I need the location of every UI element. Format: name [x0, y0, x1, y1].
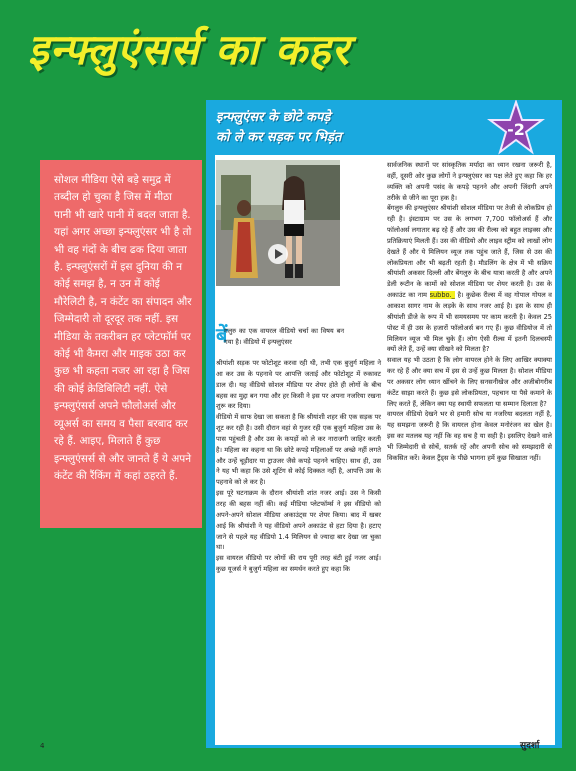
paragraph: सवाल यह भी उठता है कि लोग वायरल होने के लिए आखिर क्याक्या कर रहे हैं और क्या सच में इस से उन्हें कुछ मिलता है। सोशल मीडिया पर अकसर लोग ध्यान खींचने के लिए सनसनीखेज और अजीबोगरीब कंटेंट साझा करते हैं। कुछ इसे लोकप्रियता, पहचान या पैसे कमाने के लिए करते हैं, लेकिन क्या यह स्थायी सफलता या सम्मान दिलाता है?: [387, 356, 552, 408]
paragraph: श्रीयांशी सड़क पर फोटोशूट करवा रही थी, तभी एक बुजुर्ग महिला ने आ कर उस के पहनावे पर आपत्ति जताई और फोटोशूट में रुकावट डाल दी। यह वीडियो सोशल मीडिया पर शेयर होते ही लोगों के बीच बहस का मुद्दा बन गया और हर किसी ने इस पर अपना नजरिया रखना शुरू कर दिया।: [216, 359, 381, 411]
paragraph-text: बेंगलुरु की इन्फ्लुएंसर श्रीयांशी सोशल मीडिया पर तेजी से लोकप्रिय हो रही है। इंस्टाग्राम पर उस के लगभग 7,700 फॉलोअर्स हैं और फॉलोअर्स लगातार बढ़ रहे हैं और उस की रील्स को बहुत लाइक्स और प्रतिक्रियाएं मिलती हैं। उस की वीडियो और लाइव स्ट्रीम को लाखों लोग देखते हैं और ये मिलियन व्यूज तक पहुंच जाते हैं, जिस से उस की लोकप्रियता और भी बढ़ती रहती है। मौडलिंग के क्षेत्र में भी सक्रिय श्रीयांशी अकसर दिल्ली और बेंगलुरु के बीच यात्रा करती है और अपने डेली रूटीन के कामों को सोशल मीडिया पर शेयर करती है। उस के अकाउंट का नाम: [387, 204, 552, 300]
paragraph: इस पूरे घटनाक्रम के दौरान श्रीयांशी शांत नजर आई। उस ने किसी तरह की बहस नहीं की। कई मीडिया प्लेटफॉर्म्स ने इस वीडियो को अपने-अपने सोशल मीडिया अकाउंट्स पर शेयर किया। बाद में खबर आई कि श्रीयांशी ने यह वीडियो अपने अकाउंट से हटा दिया है। हटाए जाने से पहले यह वीडियो 1.4 मिलियन से ज्यादा बार देखा जा चुका था।: [216, 489, 381, 552]
article-intro: [216, 323, 344, 362]
article-column-left: [216, 358, 381, 743]
article-subtitle-line-1: इन्फ्लुएंसर के छोटे कपड़े: [216, 110, 331, 125]
page-number: 4: [40, 742, 45, 750]
paragraph: सार्वजनिक स्थानों पर सांस्कृतिक मर्यादा का ध्यान रखना जरूरी है, वहीं, दूसरी ओर कुछ लोगों ने इन्फ्लुएंसर का पक्ष लेते हुए कहा कि हर व्यक्ति को अपनी पसंद के कपड़े पहनने और अपनी जिंदगी अपने तरीके से जीने का पूरा हक है।: [387, 161, 552, 202]
paragraph-text: है। कुछेक रील्स में वह गोपाल गोयल व आकाश सागर नाम के लड़के के साथ नजर आई है। इस के साथ ही श्रीयांशी डीजे के रूप में भी समयसमय पर काम करती है। केवल 25 पोस्ट में ही उस के हजारों फॉलोअर्स बन गए हैं। कुछ वीडियोज में तो मिलियन व्यूज भी मिल चुके हैं। लोग ऐसी रील्स में इतनी दिलचस्पी क्यों लेते हैं, उन्हें क्या सीखने को मिलता है?: [387, 291, 552, 354]
paragraph-with-handle: [387, 203, 552, 355]
article-number-badge: [487, 100, 545, 158]
sidebar-intro: [40, 160, 202, 528]
magazine-name: सुदर्शा: [520, 741, 540, 751]
page-title: इन्फ्लुएंसर्स का कहर: [28, 25, 350, 74]
intro-paragraph: गलुरु का एक वायरल वीडियो चर्चा का विषय बन गया है। वीडियो में इन्फ्लुएंसर: [224, 327, 344, 346]
paragraph: वायरल वीडियो देखने भर से हमारी सोच या नजरिया बदलता नहीं है, यह समझना जरूरी है कि वायरल होना केवल मनोरंजन का खेल है। इस का मतलब यह नहीं कि वह सच है या सही है। इसलिए देखने वाले भी जिम्मेदारी से सोचें, सतर्क रहें और अपनी सोच को समझदारी से विकसित करें। केवल ट्रैंड्स के पीछे भागना हमें कुछ सिखाता नहीं।: [387, 410, 552, 462]
paragraph: वीडियो में साफ देखा जा सकता है कि श्रीयांशी शहर की एक सड़क पर शूट कर रही है। उसी दौरान वहां से गुजर रही एक बुजुर्ग महिला उस के पास पहुंचती है और उस के कपड़ों को ले कर नाराजगी जाहिर करती है। महिला का कहना था कि छोटे कपड़े महिलाओं पर अच्छे नहीं लगते और उन्हें चूड़ीदार या ट्राउजर जैसे कपड़े पहनने चाहिए। साथ ही, उस ने यह भी कहा कि उसे शूटिंग से कोई दिक्कत नहीं है, आपत्ति उस के पहनावे को ले कर है।: [216, 413, 381, 487]
drop-cap: बें: [216, 323, 228, 347]
article-column-right: [387, 160, 552, 745]
star-badge-icon: [487, 100, 545, 158]
instagram-handle[interactable]: subbo._: [429, 291, 455, 300]
article-subtitle: [216, 108, 466, 148]
article-subtitle-line-2: को ले कर सड़क पर भिड़ंत: [216, 130, 342, 145]
street-photo-illustration: [216, 160, 340, 286]
sidebar-text: सोशल मीडिया ऐसे बड़े समुद्र में तब्दील हो चुका है जिस में मीठा पानी भी खारे पानी में बदल जाता है. यहां अगर अच्छा इन्फ्लुएंसर भी है तो भी वह गंदों के बीच ढक दिया जाता है. इन्फ्लुएंसरों में इस दुनिया की न कोई समझ है, न उन में कोई मौरेलिटी है, न कंटेंट का संपादन और जिम्मेदारी तो दूरदूर तक नहीं. इस मीडिया के तकरीबन हर प्लेटफॉर्म पर कोई भी कैमरा और माइक उठा कर कुछ भी कहता नजर आ रहा है जिस की कोई क्रेडिबिलिटी नहीं. ऐसे इन्फ्लुएंसर्स अपने फौलोअर्स और व्यूअर्स का समय व पैसा बरबाद कर रहे हैं. आइए, मिलाते हैं कुछ इन्फ्लुएंसर्स से और जानते हैं ये अपने कंटेंट की रैंकिंग में कहां ठहरते हैं.: [54, 174, 192, 482]
badge-number: -2: [507, 120, 525, 139]
paragraph: इस वायरल वीडियो पर लोगों की राय पूरी तरह बंटी हुई नजर आई। कुछ यूजर्स ने बुजुर्ग महिला का समर्थन करते हुए कहा कि: [216, 554, 381, 574]
video-thumbnail[interactable]: [216, 160, 340, 286]
